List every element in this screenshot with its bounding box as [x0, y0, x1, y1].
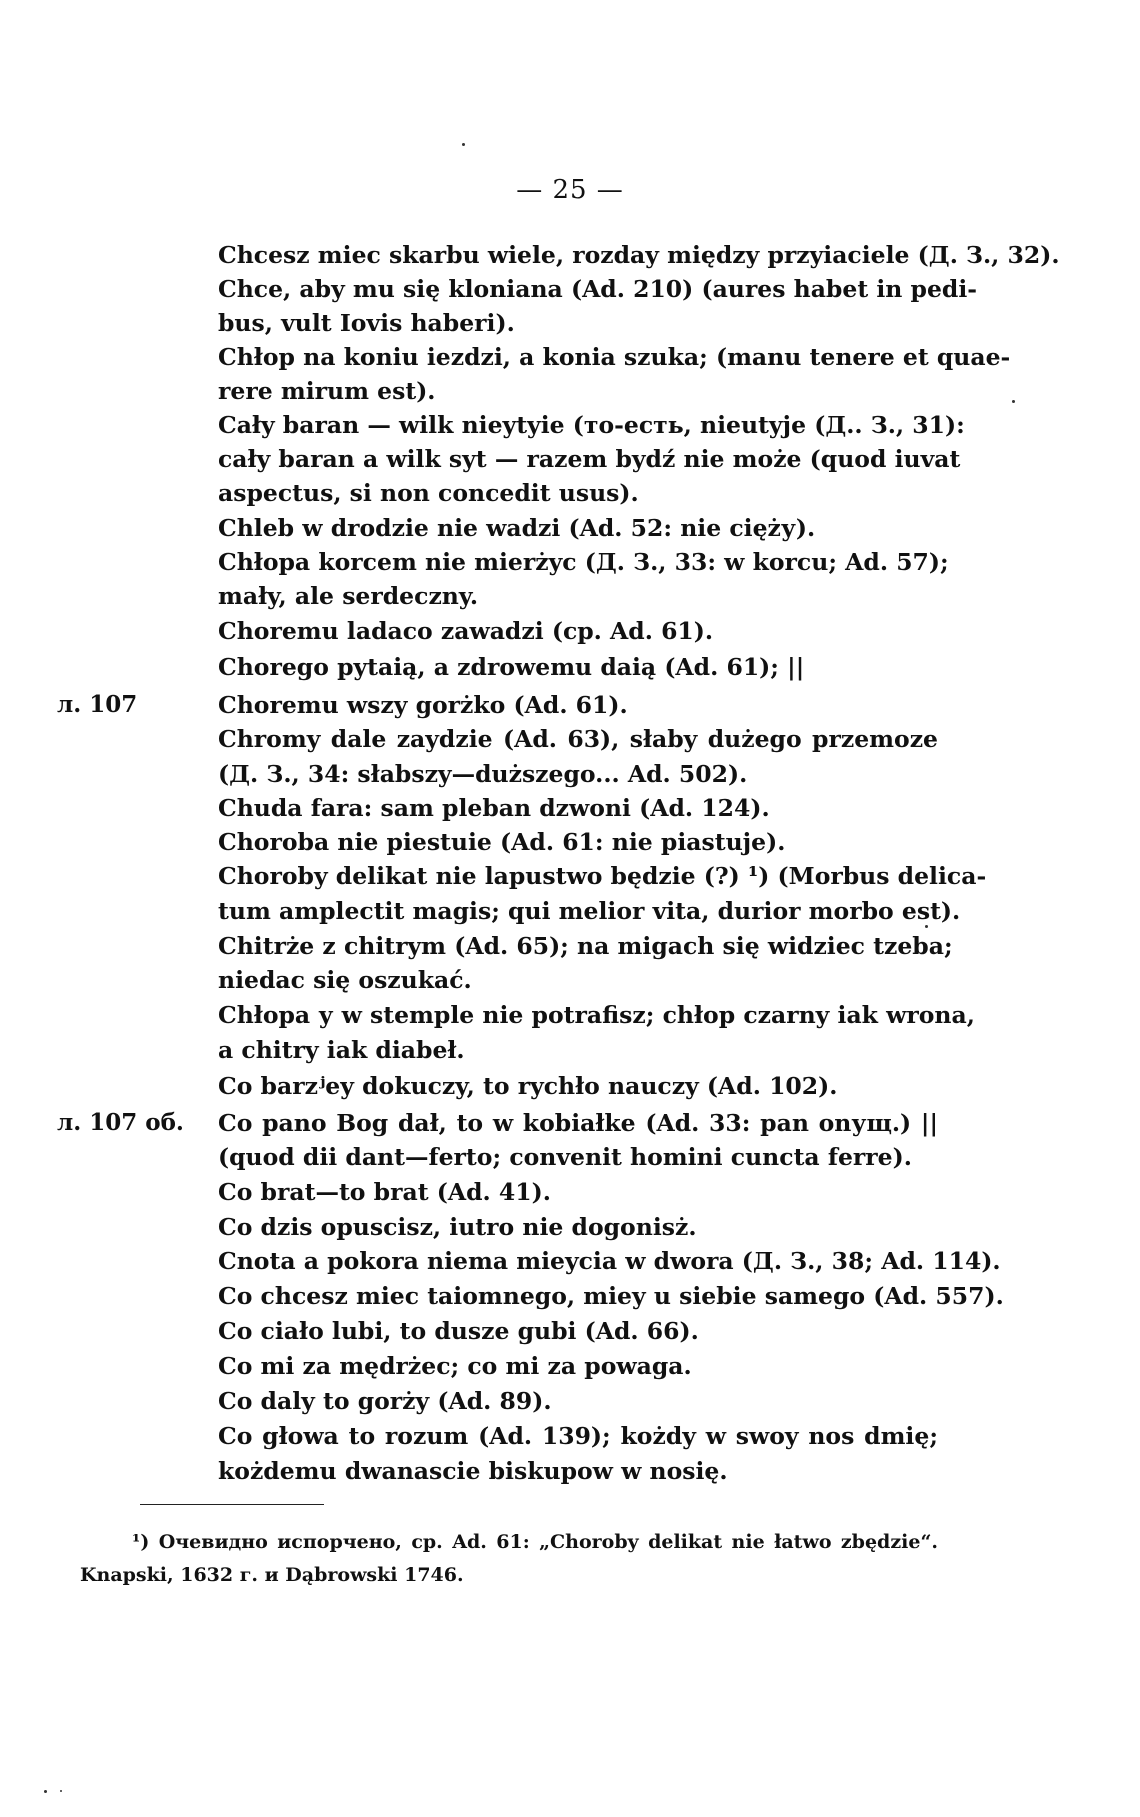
text-line: Co pano Bog dał, to w kobiałke (Ad. 33: pan onущ.) ||: [218, 1109, 938, 1137]
text-line: Chce, aby mu się kloniana (Ad. 210) (aures habet in pedi-: [218, 275, 978, 303]
text-line: a chitry iak diabeł.: [218, 1036, 465, 1064]
footnote-divider: [140, 1504, 324, 1505]
text-line: Chromy dale zaydzie (Ad. 63), słaby dużego przemoze: [218, 725, 938, 753]
text-line: Choroby delikat nie lapustwo będzie (?) ¹) (Morbus delica-: [218, 862, 987, 890]
text-line: Co brat—to brat (Ad. 41).: [218, 1178, 551, 1206]
text-line: Co barzʲey dokuczy, to rychło nauczy (Ad. 102).: [218, 1072, 838, 1100]
text-line: rere mirum est).: [218, 377, 436, 405]
scan-speck: [60, 1790, 62, 1792]
text-line: Co chcesz miec taiomnego, miey u siebie samego (Ad. 557).: [218, 1282, 1004, 1310]
text-line: Chleb w drodzie nie wadzi (Ad. 52: nie ciężу).: [218, 514, 816, 542]
footnote-line: ¹) Очевидно испорчено, ср. Ad. 61: „Choroby delikat nie łatwo zbędzie“.: [132, 1531, 938, 1553]
text-line: Chłopa у w stemple nie potrafisz; chłop czarny iak wrona,: [218, 1001, 975, 1029]
text-line: Chorego pytaią, a zdrowemu daią (Ad. 61); ||: [218, 653, 805, 681]
text-line: Chcesz miec skarbu wiele, rozday między przyiaciele (Д. З., 32).: [218, 241, 1060, 269]
text-line: Co ciało lubi, to dusze gubi (Ad. 66).: [218, 1317, 699, 1345]
text-line: Co głowa to rozum (Ad. 139); kożdy w swoy nos dmię;: [218, 1422, 938, 1450]
text-line: Co mi za mędrżec; co mi za powaga.: [218, 1352, 692, 1380]
text-line: Co daly to gorży (Ad. 89).: [218, 1387, 552, 1415]
margin-note-folio-107: л. 107: [57, 691, 138, 718]
text-line: mały, ale serdeczny.: [218, 582, 479, 610]
text-line: Chitrże z chitrym (Ad. 65); na migach się widziec tzeba;: [218, 932, 953, 960]
scan-speck: [44, 1790, 47, 1793]
text-line: Choremu wszy gorżko (Ad. 61).: [218, 691, 628, 719]
footnote-line: Knapski, 1632 г. и Dąbrowski 1746.: [80, 1564, 464, 1586]
scan-speck: [462, 143, 465, 146]
text-line: Cały baran — wilk nieytyie (то-есть, nieutyje (Д.. З., 31):: [218, 411, 965, 439]
text-line: aspectus, si non concedit usus).: [218, 479, 639, 507]
text-line: Choremu ladaco zawadzi (ср. Ad. 61).: [218, 617, 714, 645]
text-line: Chuda fara: sam pleban dzwoni (Ad. 124).: [218, 794, 770, 822]
text-line: (quod dii dant—ferto; convenit homini cuncta ferre).: [218, 1143, 912, 1171]
text-line: Co dzis opuscisz, iutro nie dogonisż.: [218, 1213, 697, 1241]
text-line: Cnota a pokora niema mieycia w dwora (Д. З., 38; Ad. 114).: [218, 1247, 1001, 1275]
text-line: Choroba nie piestuie (Ad. 61: nie piastuje).: [218, 828, 786, 856]
margin-note-folio-107-verso: л. 107 об.: [57, 1109, 184, 1136]
text-line: niedac się oszukać.: [218, 966, 472, 994]
scan-speck: [925, 925, 928, 928]
scan-speck: [1012, 400, 1015, 403]
text-line: bus, vult Iovis haberi).: [218, 309, 515, 337]
text-line: tum amplectit magis; qui melior vita, durior morbo est).: [218, 897, 961, 925]
text-line: (Д. З., 34: słabszy—duższego... Ad. 502).: [218, 760, 748, 788]
text-line: cały baran a wilk syt — razem bydź nie może (quod iuvat: [218, 445, 961, 473]
text-line: Chłopa korcem nie mierżyc (Д. З., 33: w korcu; Ad. 57);: [218, 548, 949, 576]
text-line: kożdemu dwanascie biskupow w nosię.: [218, 1457, 728, 1485]
page-number: — 25 —: [516, 175, 624, 205]
text-line: Chłop na koniu iezdzi, a konia szuka; (manu tenere et quae-: [218, 343, 1011, 371]
